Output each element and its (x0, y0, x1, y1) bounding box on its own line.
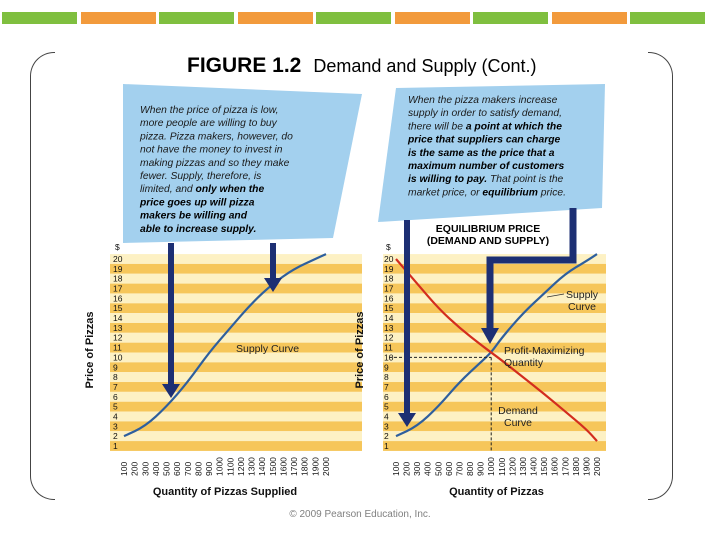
x-tick-label: 1500 (539, 457, 550, 476)
callout-text: is the same as the price that a (408, 147, 555, 159)
y-tick-label: 13 (384, 322, 394, 333)
x-tick-label: 1900 (581, 457, 592, 476)
x-axis-title: Quantity of Pizzas (449, 486, 544, 498)
callout-line (408, 121, 562, 132)
grid-stripe (383, 372, 606, 382)
callout-line (140, 118, 278, 129)
grid-stripe (110, 323, 362, 333)
x-tick-label: 2000 (592, 457, 602, 476)
x-tick-label: 700 (454, 461, 465, 476)
y-axis-title: Price of Pizzas (84, 311, 96, 389)
y-tick-label: 9 (113, 362, 118, 373)
grid-stripe (110, 431, 362, 441)
x-tick-label: 1200 (507, 457, 518, 476)
x-tick-label: 1800 (299, 457, 310, 476)
x-axis-title: Quantity of Pizzas Supplied (152, 486, 298, 498)
y-tick-label: 13 (113, 322, 123, 333)
x-tick-label: 1800 (570, 457, 581, 476)
callout-text: pizza. Pizza makers, however, do (140, 131, 293, 143)
y-tick-label: 6 (113, 391, 118, 402)
x-tick-label: 100 (119, 461, 129, 476)
callout-line (408, 95, 558, 106)
x-tick-label: 1700 (289, 457, 300, 476)
y-tick-label: 19 (113, 263, 123, 274)
callout-text: price goes up will pizza (140, 197, 255, 209)
supply-curve-label: Supply Curve (236, 343, 300, 355)
callout-text: equilibrium (482, 187, 538, 199)
y-tick-label: 1 (113, 441, 118, 451)
x-tick-label: 1900 (310, 457, 321, 476)
grid-stripe (110, 441, 362, 451)
callout-text: price. (537, 187, 566, 199)
grid-stripe (110, 284, 362, 294)
x-tick-label: 1000 (486, 457, 497, 476)
figure-subtitle: Demand and Supply (Cont.) (313, 56, 537, 76)
callout-line (408, 108, 562, 119)
demand-curve-label: Curve (503, 417, 533, 429)
right-supply-curve-label: Supply (565, 289, 599, 301)
y-tick-label: 20 (384, 254, 394, 264)
x-tick-label: 300 (412, 461, 423, 476)
callout-line (408, 174, 564, 185)
grid-stripe (383, 382, 606, 392)
callout-text: more people are willing to buy (140, 118, 277, 130)
y-tick-label: 8 (384, 372, 389, 383)
callout-text: maximum number of customers (408, 161, 565, 172)
x-tick-label: 600 (443, 461, 454, 476)
y-tick-label: 15 (384, 303, 394, 314)
x-tick-label: 500 (161, 461, 172, 476)
x-tick-label: 500 (433, 461, 444, 476)
callout-text: making pizzas and so they make (140, 157, 290, 169)
grid-stripe (383, 362, 606, 372)
x-tick-label: 600 (172, 461, 183, 476)
y-tick-label: 4 (113, 411, 118, 422)
equilibrium-label: (DEMAND AND SUPPLY) (426, 235, 550, 247)
y-axis-title: Price of Pizzas (354, 311, 366, 389)
y-tick-label: 4 (384, 411, 389, 422)
x-tick-label: 900 (204, 461, 215, 476)
callout-line (408, 161, 564, 172)
callout-text: there will be (408, 121, 466, 133)
x-tick-label: 300 (140, 461, 151, 476)
grid-stripe (110, 372, 362, 382)
x-tick-label: 1100 (496, 457, 507, 476)
x-tick-label: 200 (129, 461, 140, 476)
copyright-notice: © 2009 Pearson Education, Inc. (289, 509, 431, 520)
x-tick-label: 1400 (528, 457, 539, 476)
callout-line (140, 184, 264, 195)
x-tick-label: 700 (182, 461, 193, 476)
callout-text: price that suppliers can charge (408, 134, 561, 146)
y-tick-label: 3 (113, 421, 118, 432)
grid-stripe (110, 392, 362, 402)
y-tick-label: 16 (384, 293, 394, 304)
callout-line (407, 135, 560, 146)
callout-text: supply in order to satisfy demand, (408, 108, 562, 120)
x-tick-label: 800 (193, 461, 204, 476)
callout-text: able to increase supply. (140, 223, 257, 235)
right-supply-curve-label: Curve (567, 301, 597, 313)
callout-text: That point is the (487, 174, 564, 186)
y-tick-label: 2 (384, 431, 389, 442)
grid-stripe (110, 264, 362, 274)
callout-line (140, 224, 256, 235)
x-tick-label: 100 (391, 461, 401, 476)
callout-line (139, 197, 255, 208)
callout-text: only when the (195, 184, 265, 196)
callout-line (140, 145, 283, 156)
callout-text: market price, or (408, 187, 483, 199)
figure-number: FIGURE 1.2 (187, 54, 302, 77)
y-tick-label: 1 (384, 441, 389, 451)
y-tick-label: 12 (384, 332, 394, 343)
callout-line (408, 148, 555, 159)
y-tick-label: 18 (384, 273, 394, 284)
grid-stripe (110, 412, 362, 422)
y-tick-label: 9 (384, 362, 389, 373)
callout-line (140, 211, 248, 222)
y-tick-label: 10 (384, 352, 394, 363)
x-tick-label: 1400 (257, 457, 268, 476)
x-tick-label: 900 (475, 461, 486, 476)
y-tick-label: 19 (384, 263, 394, 274)
x-tick-label: 1200 (235, 457, 246, 476)
y-tick-label: 14 (113, 313, 123, 324)
grid-stripe (383, 431, 606, 441)
x-tick-label: 1300 (246, 457, 257, 476)
x-tick-label: 2000 (321, 457, 331, 476)
y-tick-label: 12 (113, 332, 123, 343)
demand-curve-label: Demand (498, 405, 538, 417)
x-tick-label: 800 (465, 461, 476, 476)
grid-stripe (383, 392, 606, 402)
y-tick-label: 3 (384, 421, 389, 432)
callout-line (408, 187, 566, 198)
y-tick-label: 16 (113, 293, 123, 304)
y-tick-label: 17 (384, 283, 394, 294)
callout-text: fewer. Supply, therefore, is (140, 171, 262, 182)
y-tick-label: 5 (113, 401, 118, 412)
grid-stripe (383, 313, 606, 323)
callout-text: is willing to pay. (408, 174, 488, 186)
grid-stripe (383, 441, 606, 451)
grid-stripe (110, 274, 362, 284)
y-tick-label: 5 (384, 401, 389, 412)
profit-maximizing-quantity-label: Quantity (504, 357, 544, 369)
x-tick-label: 1300 (517, 457, 528, 476)
x-tick-label: 200 (401, 461, 412, 476)
y-tick-label: 7 (384, 381, 389, 392)
x-tick-label: 400 (150, 461, 161, 476)
grid-stripe (110, 293, 362, 303)
callout-line (140, 171, 261, 182)
y-tick-label: 7 (113, 381, 118, 392)
callout-line (140, 158, 290, 169)
y-tick-label: 15 (113, 303, 123, 314)
x-tick-label: 1700 (560, 457, 571, 476)
grid-stripe (110, 402, 362, 412)
y-tick-label: 17 (113, 283, 123, 294)
y-tick-label: 11 (384, 342, 393, 353)
x-tick-label: 1500 (267, 457, 278, 476)
profit-maximizing-quantity-label: Profit-Maximizing (504, 345, 585, 357)
callout-text: When the pizza makers increase (408, 95, 558, 106)
y-unit-label: $ (115, 242, 120, 252)
y-tick-label: 10 (113, 352, 123, 363)
y-tick-label: 18 (113, 273, 123, 284)
x-tick-label: 1600 (549, 457, 560, 476)
grid-stripe (110, 333, 362, 343)
x-tick-label: 1600 (278, 457, 289, 476)
y-tick-label: 11 (113, 342, 122, 353)
grid-stripe (110, 303, 362, 313)
callout-text: not have the money to invest in (140, 144, 283, 156)
callout-text: When the price of pizza is low, (140, 105, 279, 116)
y-tick-label: 20 (113, 254, 123, 264)
y-tick-label: 14 (384, 313, 394, 324)
equilibrium-label: EQUILIBRIUM PRICE (435, 223, 541, 235)
callout-line (140, 105, 279, 116)
callout-text: a point at which the (465, 121, 562, 133)
y-tick-label: 8 (113, 372, 118, 383)
x-tick-label: 1000 (214, 457, 225, 476)
y-unit-label: $ (386, 242, 391, 252)
grid-stripe (110, 362, 362, 372)
callout-text: makers be willing and (140, 210, 248, 222)
callout-line (139, 131, 293, 142)
callout-text: limited, and (140, 184, 196, 196)
y-tick-label: 2 (113, 431, 118, 442)
x-tick-label: 400 (422, 461, 433, 476)
x-tick-label: 1100 (225, 457, 236, 476)
grid-stripe (110, 382, 362, 392)
grid-stripe (383, 402, 606, 412)
y-tick-label: 6 (384, 391, 389, 402)
